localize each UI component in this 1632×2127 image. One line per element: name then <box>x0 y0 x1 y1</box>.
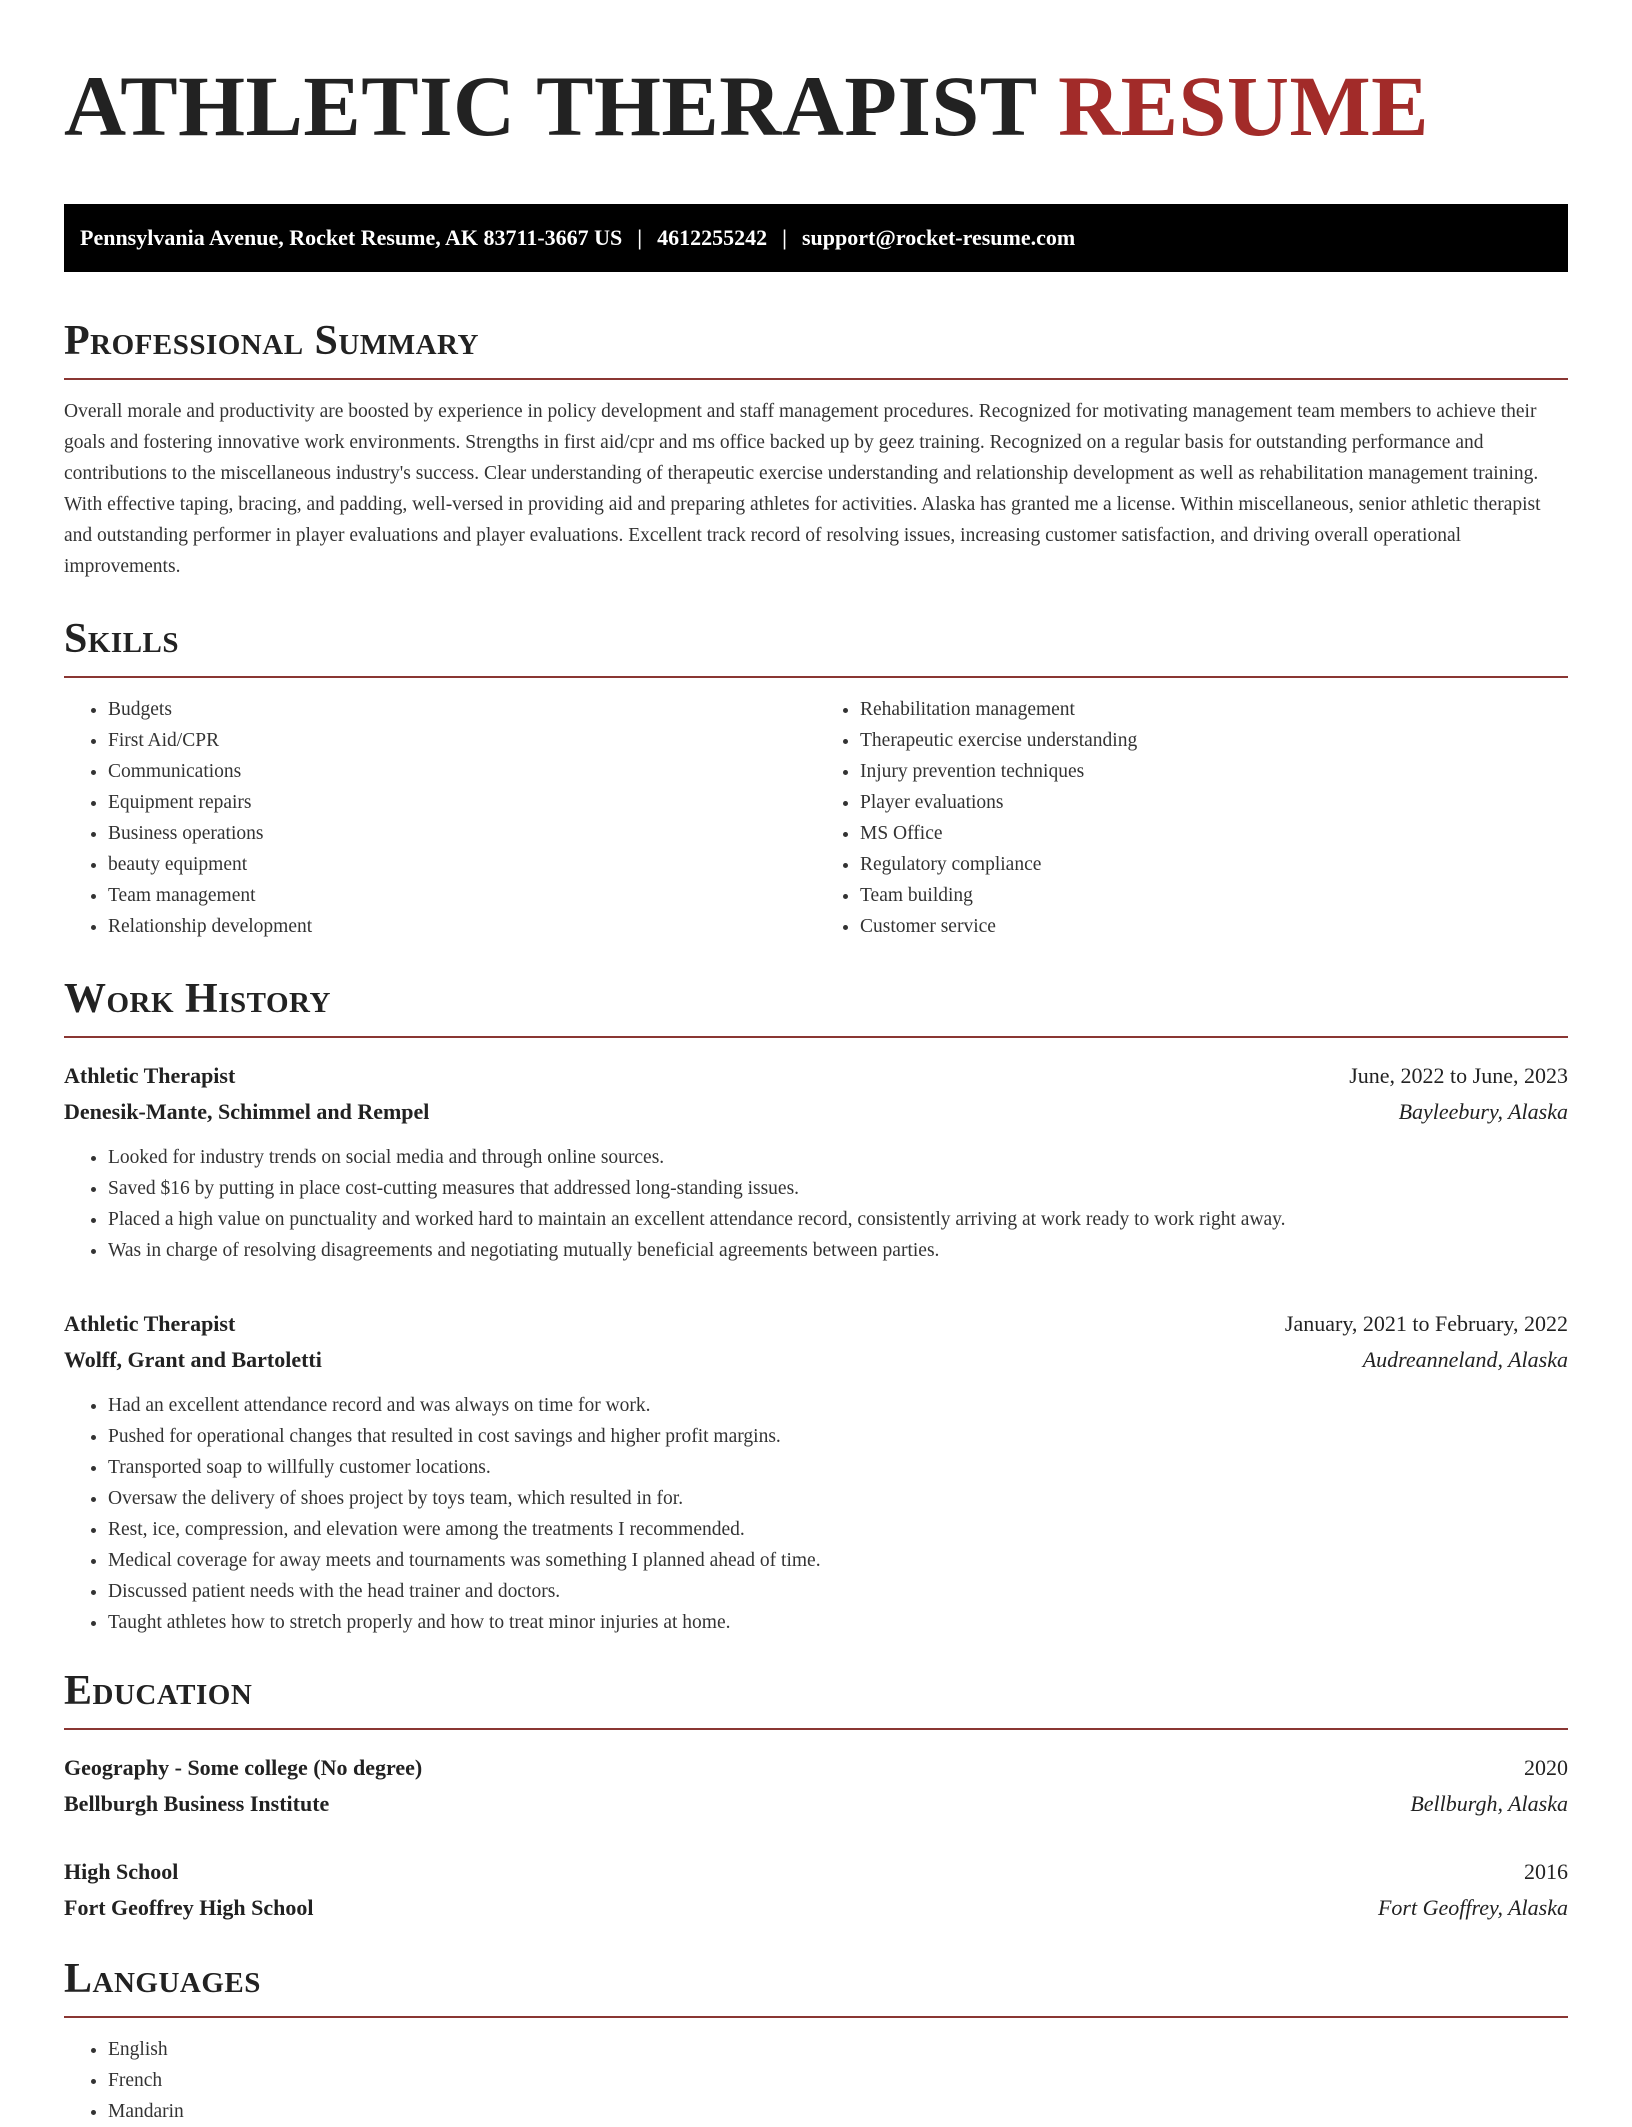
job-bullet: • Taught athletes how to stretch properly and how to treat minor injuries at home. <box>108 1607 1568 1638</box>
education-school: Fort Geoffrey High School <box>64 1895 314 1920</box>
education-entry <box>64 1750 1568 1822</box>
skills-columns <box>64 694 1568 942</box>
skills-list-right <box>816 694 1568 942</box>
job-bullet: • Medical coverage for away meets and tournaments was something I planned ahead of time. <box>108 1545 1568 1576</box>
resume-title-accent: RESUME <box>1058 58 1429 154</box>
section-divider <box>64 2016 1568 2018</box>
job-bullet: • Saved $16 by putting in place cost-cutting measures that addressed long-standing issues. <box>108 1173 1568 1204</box>
contact-email: support@rocket-resume.com <box>802 225 1076 250</box>
job-entry <box>64 1306 1568 1638</box>
skill-item: • Player evaluations <box>860 787 1568 818</box>
job-bullet: • Placed a high value on punctuality and worked hard to maintain an excellent attendance record, consistently arriving at work ready to work right away. <box>108 1204 1568 1235</box>
job-bullet: • Was in charge of resolving disagreements and negotiating mutually beneficial agreements between parties. <box>108 1235 1568 1266</box>
job-bullet: • Looked for industry trends on social media and through online sources. <box>108 1142 1568 1173</box>
job-title: Athletic Therapist <box>64 1063 236 1088</box>
contact-separator: | <box>637 225 643 250</box>
languages-section <box>64 1954 1568 2127</box>
skill-item: • Equipment repairs <box>108 787 816 818</box>
resume-title-main: ATHLETIC THERAPIST <box>64 58 1037 154</box>
skill-item: • MS Office <box>860 818 1568 849</box>
skills-list-left <box>64 694 816 942</box>
job-dates: January, 2021 to February, 2022 <box>1284 1311 1568 1336</box>
job-bullet: • Rest, ice, compression, and elevation were among the treatments I recommended. <box>108 1514 1568 1545</box>
job-bullet: • Had an excellent attendance record and was always on time for work. <box>108 1390 1568 1421</box>
summary-heading: Professional Summary <box>64 318 479 364</box>
skill-item: • Team management <box>108 880 816 911</box>
job-bullet: • Pushed for operational changes that resulted in cost savings and higher profit margins. <box>108 1421 1568 1452</box>
languages-heading: Languages <box>64 1956 261 2002</box>
section-divider <box>64 378 1568 380</box>
education-location: Bellburgh, Alaska <box>1410 1791 1568 1816</box>
skill-item: • Rehabilitation management <box>860 694 1568 725</box>
job-company: Denesik-Mante, Schimmel and Rempel <box>64 1099 430 1124</box>
education-section <box>64 1666 1568 1926</box>
job-location: Audreanneland, Alaska <box>1362 1347 1568 1372</box>
skill-item: • Communications <box>108 756 816 787</box>
section-divider <box>64 1036 1568 1038</box>
job-bullets <box>64 1142 1568 1266</box>
work-history-section <box>64 974 1568 1638</box>
job-bullet: • Transported soap to willfully customer locations. <box>108 1452 1568 1483</box>
language-item: • Mandarin <box>108 2096 1568 2127</box>
skill-item: • Relationship development <box>108 911 816 942</box>
language-item: • English <box>108 2034 1568 2065</box>
skill-item: • First Aid/CPR <box>108 725 816 756</box>
skill-item: • Customer service <box>860 911 1568 942</box>
languages-list <box>64 2034 1568 2127</box>
education-degree: Geography - Some college (No degree) <box>64 1755 423 1780</box>
contact-bar <box>64 204 1568 272</box>
resume-title <box>64 56 1568 156</box>
summary-text: Overall morale and productivity are boosted by experience in policy development and staff management procedures. Recognized for motivating management team members to achieve their goals and fostering innovative work environments. Strengths in first aid/cpr and ms office backed up by geez training. Recognized on a regular basis for outstanding performance and contributions to the miscellaneous industry's success. Clear understanding of therapeutic exercise understanding and relationship development as well as rehabilitation management training. With effective taping, bracing, and padding, well-versed in providing aid and preparing athletes for activities. Alaska has granted me a license. Within miscellaneous, senior athletic therapist and outstanding performer in player evaluations and player evaluations. Excellent track record of resolving issues, increasing customer satisfaction, and driving overall operational improvements. <box>64 401 1541 577</box>
skill-item: • Business operations <box>108 818 816 849</box>
job-bullet: • Oversaw the delivery of shoes project by toys team, which resulted in for. <box>108 1483 1568 1514</box>
contact-separator: | <box>782 225 787 250</box>
skill-item: • Therapeutic exercise understanding <box>860 725 1568 756</box>
language-item: • French <box>108 2065 1568 2096</box>
skill-item: • Regulatory compliance <box>860 849 1568 880</box>
work-history-heading: Work History <box>64 976 331 1022</box>
job-location: Bayleebury, Alaska <box>1398 1099 1568 1124</box>
job-bullets <box>64 1390 1568 1638</box>
skill-item: • Budgets <box>108 694 816 725</box>
contact-address: Pennsylvania Avenue, Rocket Resume, AK 83711-3667 US <box>80 225 623 250</box>
education-year: 2020 <box>1524 1755 1568 1780</box>
section-divider <box>64 676 1568 678</box>
job-dates: June, 2022 to June, 2023 <box>1349 1063 1568 1088</box>
education-degree: High School <box>64 1859 179 1884</box>
summary-section <box>64 316 1568 582</box>
job-entry <box>64 1058 1568 1266</box>
skill-item: • Team building <box>860 880 1568 911</box>
education-heading: Education <box>64 1668 253 1714</box>
job-bullet: • Discussed patient needs with the head trainer and doctors. <box>108 1576 1568 1607</box>
skill-item: • Injury prevention techniques <box>860 756 1568 787</box>
section-divider <box>64 1728 1568 1730</box>
education-entry <box>64 1854 1568 1926</box>
skills-section <box>64 614 1568 942</box>
skills-heading: Skills <box>64 616 180 662</box>
skill-item: • beauty equipment <box>108 849 816 880</box>
education-year: 2016 <box>1524 1859 1568 1884</box>
education-school: Bellburgh Business Institute <box>64 1791 330 1816</box>
contact-phone: 4612255242 <box>657 225 768 250</box>
job-company: Wolff, Grant and Bartoletti <box>64 1347 322 1372</box>
education-location: Fort Geoffrey, Alaska <box>1377 1895 1568 1920</box>
job-title: Athletic Therapist <box>64 1311 236 1336</box>
